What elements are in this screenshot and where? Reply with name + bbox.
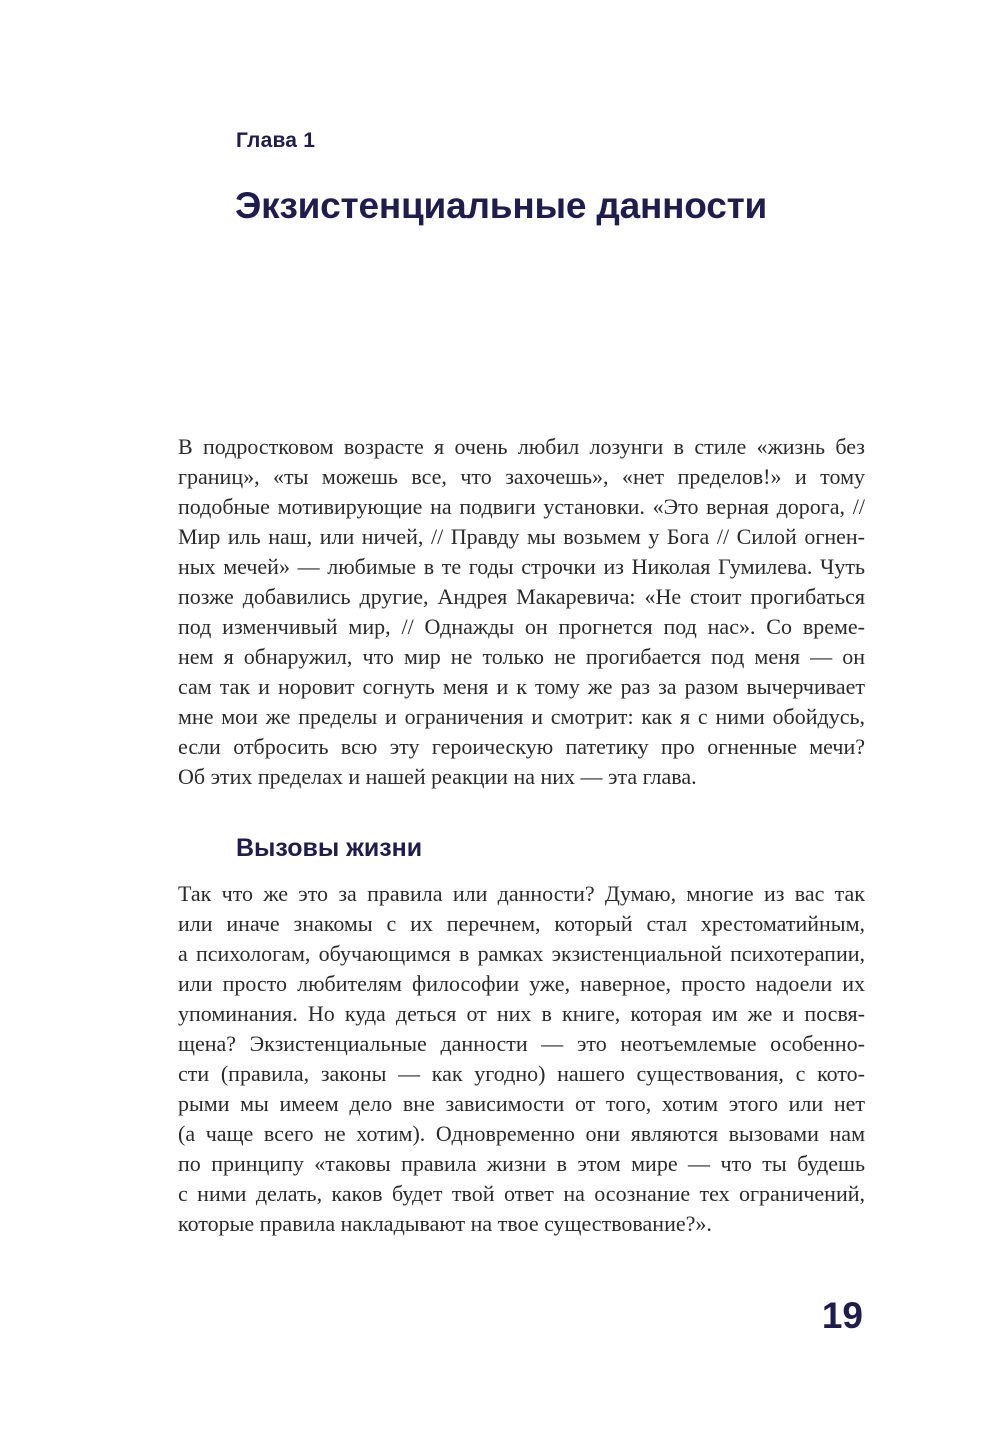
intro-paragraph (178, 432, 865, 792)
paragraph-line: щена? Экзистенциальные данности — это неотъемлемые особенно- (178, 1031, 865, 1056)
paragraph-line: нем я обнаружил, что мир не только не прогибается под меня — он (178, 644, 865, 669)
paragraph-line: сти (правила, законы — как угодно) нашего существования, с кото- (178, 1061, 865, 1086)
paragraph-line: ных мечей» — любимые в те годы строчки из Николая Гумилева. Чуть (178, 554, 865, 579)
paragraph-line: подобные мотивирующие на подвиги установки. «Это верная дорога, // (178, 494, 865, 519)
paragraph-line: с ними делать, каков будет твой ответ на осознание тех ограничений, (178, 1181, 865, 1206)
paragraph-line: а психологам, обучающимся в рамках экзистенциальной психотерапии, (178, 941, 865, 966)
paragraph-line: по принципу «таковы правила жизни в этом мире — что ты будешь (178, 1151, 865, 1176)
chapter-label: Глава 1 (236, 129, 316, 152)
paragraph-line: под изменчивый мир, // Однажды он прогнется под нас». Со време- (178, 614, 865, 639)
paragraph-line: или иначе знакомы с их перечнем, который стал хрестоматийным, (178, 911, 865, 936)
paragraph-line: если отбросить всю эту героическую патетику про огненные мечи? (178, 734, 865, 759)
paragraph-line: или просто любителям философии уже, наверное, просто надоели их (178, 971, 865, 996)
paragraph-line: (а чаще всего не хотим). Одновременно они являются вызовами нам (178, 1121, 865, 1146)
paragraph-line: границ», «ты можешь все, что захочешь», «нет пределов!» и тому (178, 464, 865, 489)
section-paragraph (178, 879, 865, 1239)
paragraph-line: сам так и норовит согнуть меня и к тому же раз за разом вычерчивает (178, 674, 865, 699)
paragraph-line: мне мои же пределы и ограничения и смотрит: как я с ними обойдусь, (178, 704, 865, 729)
paragraph-line: которые правила накладывают на твое существование?». (178, 1211, 712, 1236)
paragraph-line: Так что же это за правила или данности? Думаю, многие из вас так (178, 881, 865, 906)
chapter-title: Экзистенциальные данности (235, 185, 768, 226)
page-number: 19 (821, 1295, 863, 1336)
paragraph-line: Об этих пределах и нашей реакции на них — эта глава. (178, 764, 697, 789)
paragraph-line: позже добавились другие, Андрея Макаревича: «Не стоит прогибаться (178, 584, 865, 609)
paragraph-line: В подростковом возрасте я очень любил лозунги в стиле «жизнь без (178, 434, 865, 459)
paragraph-line: рыми мы имеем дело вне зависимости от того, хотим этого или нет (178, 1091, 865, 1116)
section-heading: Вызовы жизни (236, 834, 423, 862)
paragraph-line: упоминания. Но куда деться от них в книге, которая им же и посвя- (178, 1001, 865, 1026)
paragraph-line: Мир иль наш, или ничей, // Правду мы возьмем у Бога // Силой огнен- (178, 524, 865, 549)
